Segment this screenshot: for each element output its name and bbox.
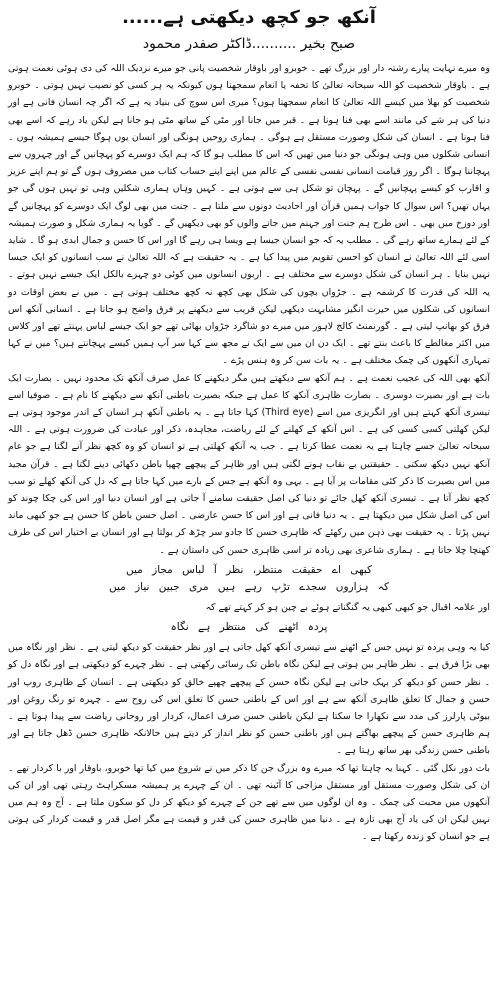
article-byline: صبح بخیر ..........ڈاکٹر صفدر محمود (142, 36, 356, 52)
paragraph: بات دور نکل گئی ۔ کہنا یہ چاہتا تھا کہ میرے وہ بزرگ جن کا ذکر میں نے شروع میں کیا تھا خوبرو، باوقار اور با کردار تھے ۔ ان کی شکل وصورت مستقل اور مستقل مزاجی کا آئینہ تھی ۔ ان کے چہرے پر ہمیشہ مسکراہٹ رہتی تھی اور ان کی آنکھوں میں محبت کی چمک ۔ وہ ان لوگوں میں سے تھے جن کے چہرے کو دیکھ کر دل کو سکون ملتا ہے ۔ آج وہ ہم میں نہیں لیکن ان کی یاد آج بھی تازہ ہے ۔ دنیا میں ظاہری حسن کی قدر و قیمت ہے مگر اصل قدر و قیمت کردار کی ہوتی ہے جو انسان کو زندہ رکھتا ہے ۔ (8, 762, 490, 843)
verse-line: پردہ اٹھنے کی منتظر ہے نگاہ (170, 621, 328, 634)
paragraph: کیا یہ وہی پردہ تو نہیں جس کے اٹھنے سے تیسری آنکھ کھل جاتی ہے اور نظر حقیقت کو دیکھ لیتی ہے ۔ نظر اور نگاہ میں بھی بڑا فرق ہے ۔ نظر ظاہر بین ہوتی ہے لیکن نگاہ باطن تک رسائی رکھتی ہے ۔ نظر چہرے کو دیکھتی ہے اور نگاہ دل کو ۔ نظر حسن کو دیکھ کر بہک جاتی ہے لیکن نگاہ حسن کے پیچھے چھپے خالق کو دیکھتی ہے ۔ انسان کے ظاہری روپ اور حسن و جمال کا تعلق ظاہری آنکھ سے ہے اور اس کے باطنی حسن کا تعلق اس کی روح سے ۔ چہرہ تو رنگ روغن اور بیوٹی پارلرز کی مدد سے نکھارا جا سکتا ہے لیکن باطنی حسن صرف اعمال، کردار اور روحانی ریاضت سے پیدا ہوتا ہے ۔ ہم ظاہری حسن کے پیچھے بھاگتے ہیں اور باطنی حسن کو نظر انداز کر دیتے ہیں حالانکہ ظاہری حسن ڈھل جاتا ہے اور باطنی حسن زندگی بھر ساتھ رہتا ہے ۔ (8, 642, 490, 757)
paragraph: اور علامہ اقبال جو کبھی کبھی یہ گنگناتے ہوئے بے چین ہو کر کہتے تھے کہ (205, 601, 490, 613)
verse-block (8, 619, 490, 636)
verse-block (8, 562, 490, 596)
paragraph: آنکھ بھی اللہ کی عجیب نعمت ہے ۔ ہم آنکھ سے دیکھتے ہیں مگر دیکھنے کا عمل صرف آنکھ تک محدود نہیں ۔ بصارت ایک بات ہے اور بصیرت دوسری ۔ بصارت ظاہری آنکھ کا عمل ہے جبکہ بصیرت باطنی آنکھ سے دیکھنے کا نام ہے ۔ صوفیا اسے تیسری آنکھ کہتے ہیں اور انگریزی میں اسے (Third eye) کہا جاتا ہے ۔ یہ باطنی آنکھ ہر انسان کے اندر موجود ہوتی ہے لیکن کھلتی کسی کسی کی ہے ۔ اس آنکھ کے کھلنے کے لئے ریاضت، مجاہدہ، ذکر اور عبادت کی ضرورت ہوتی ہے ۔ اللہ سبحانہ تعالیٰ جسے چاہتا ہے یہ نعمت عطا کرتا ہے ۔ جب یہ آنکھ کھلتی ہے تو انسان کو وہ کچھ نظر آنے لگتا ہے جو عام آنکھ نہیں دیکھ سکتی ۔ حقیقتیں بے نقاب ہونے لگتی ہیں اور ظاہر کے پیچھے چھپا باطن دکھائی دینے لگتا ہے ۔ قرآن مجید میں اس بصیرت کا ذکر کئی مقامات پر آیا ہے ۔ یہی وہ آنکھ ہے جس کے بارے میں کہا جاتا ہے کہ دل کی آنکھ کھلے تو سب کچھ نظر آتا ہے ۔ تیسری آنکھ کھل جائے تو دنیا کی اصل حقیقت سامنے آ جاتی ہے اور انسان دنیا اور اس کی چکا چوند کو اس کی اصل شکل میں دیکھتا ہے ۔ یہ دنیا فانی ہے اور اس کا حسن عارضی ۔ اصل حسن باطن کا حسن ہے جو کبھی ماند نہیں پڑتا ۔ یہ حقیقت بھی ذہن میں رکھئے کہ ظاہری حسن کا جادو سر چڑھ کر بولتا ہے اور انسان بے اختیار اس کی طرف کھنچا چلا جاتا ہے ۔ ہماری شاعری بھی زیادہ تر اسی ظاہری حسن کی داستان ہے ۔ (8, 372, 490, 556)
article-title: آنکھ جو کچھ دیکھتی ہے...... (122, 7, 376, 28)
verse-line: کہ ہزاروں سجدے تڑپ رہے ہیں مری جبین نیاز میں (108, 580, 390, 593)
paragraph: وہ میرے نہایت پیارے رشتہ دار اور بزرگ تھے ۔ خوبرو اور باوقار شخصیت پانی جو میرے نزدیک اللہ کی دی ہوئی نعمت ہوتی ہے ۔ باوقار شخصیت کو اللہ سبحانہ تعالیٰ کا تحفہ یا انعام سمجھتا ہوں کیونکہ یہ ہر کسی کو نصیب نہیں ہوتی ۔ خوبرو شخصیت کو بھلا میں کیسے اللہ تعالیٰ کا انعام سمجھتا ہوں؟ میری اس سوچ کی بنیاد یہ ہے کہ اگر چہ انسان فانی ہے اور دنیا کی ہر شے کی مانند اسے بھی فنا ہونا ہے ۔ قبر میں جانا اور مٹی کے ساتھ مٹی ہو جانا ہے لیکن یاد رہے کہ اسے بھی فنا ہونا ہے ۔ انسان کی شکل وصورت مستقل ہے ہوگی ۔ ہماری روحیں ہونگی اور انسان یوں ہوگا جیسے ہمیشہ ہوں ۔ انسانی شکلوں میں وہی ہونگی جو دنیا میں تھیں کہ اس کا مطلب ہو گا کہ ہم ایک دوسرے کو پہچانیں گے اور چہروں سے پہچاننا ہوگا ۔ اگر روز قیامت انسانی نفسی نفسی کے عالم میں اپنے اپنے حساب کتاب میں مصروف ہوں گے تو ہم اپنے عزیز و اقارب کو کیسے پہچانیں گے ۔ پہچان تو شکل ہی سے ہوتی ہے ۔ کہیں وہاں ہماری شکلیں وہی تو نہیں ہوں گی جو یہاں تھیں؟ اس سوال کا جواب ہمیں قرآن اور احادیث دونوں سے ملتا ہے ۔ جنت میں بھی لوگ ایک دوسرے کو پہچانیں گے اور دوزخ میں بھی ۔ اس طرح ہم جنت اور جہنم میں جانے والوں کو بھی دیکھیں گے ۔ گویا یہ ہماری شکل و صورت ہمیشہ کے لئے ہمارے ساتھ رہے گی ۔ مطلب یہ کہ جو انسان جیسا ہے ویسا ہی رہے گا اور اس کا حسن و جمال ابدی ہو گا ۔ شاید اسی لئے اللہ تعالیٰ نے انسان کو احسن تقویم میں پیدا کیا ہے ۔ یہ حقیقت ہے کہ اللہ تعالیٰ نے سب انسانوں کو ایک جیسا نہیں بنایا ۔ ہر انسان کی شکل دوسرے سے مختلف ہے ۔ اربوں انسانوں میں کوئی دو چہرے بالکل ایک جیسے نہیں ہوتے ۔ یہ اللہ کی قدرت کا کرشمہ ہے ۔ جڑواں بچوں کی شکل بھی کچھ نہ کچھ مختلف ہوتی ہے ۔ میں نے بعض اوقات دو انسانوں کی شکلوں میں حیرت انگیز مشابہت دیکھی لیکن قریب سے دیکھنے پر فرق واضح ہو جاتا ہے ۔ انسانی آنکھ اس فرق کو بھانپ لیتی ہے ۔ گورنمنٹ کالج لاہور میں میرے دو شاگرد جڑواں بھائی تھے جو ایک جیسے لباس پہنتے تھے اور کلاس میں اکثر مغالطے کا باعث بنتے تھے ۔ ایک دن ان میں سے ایک نے مجھ سے کہا سر آپ ہمیں کیسے پہچانتے ہیں؟ میں نے کہا تمہاری آنکھوں کی چمک مختلف ہے ۔ یہ بات سن کر وہ ہنس پڑے ۔ (8, 63, 490, 367)
article-body (8, 60, 490, 846)
verse-line: کبھی اے حقیقت منتظر، نظر آ لباس مجاز میں (126, 563, 372, 576)
